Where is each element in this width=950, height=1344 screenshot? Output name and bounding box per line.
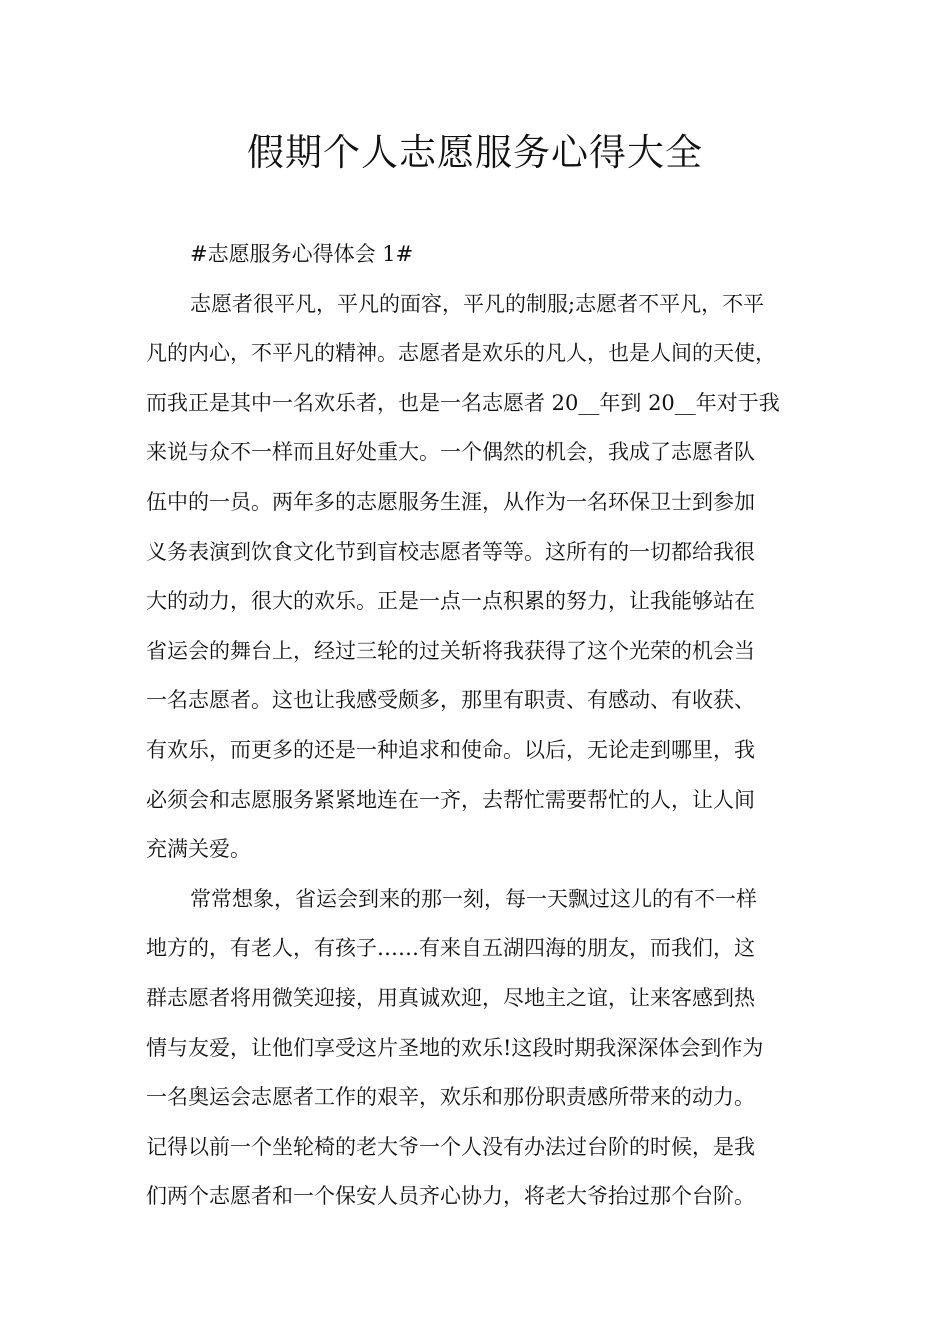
paragraph-line: 大的动力，很大的欢乐。正是一点一点积累的努力，让我能够站在 bbox=[146, 589, 755, 614]
paragraph-line: 省运会的舞台上，经过三轮的过关斩将我获得了这个光荣的机会当 bbox=[146, 638, 755, 663]
paragraph-line: 志愿者很平凡，平凡的面容，平凡的制服;志愿者不平凡，不平 bbox=[190, 291, 765, 316]
document-body bbox=[146, 230, 816, 1222]
paragraph-line: 一名奥运会志愿者工作的艰辛，欢乐和那份职责感所带来的动力。 bbox=[146, 1085, 755, 1110]
paragraph-1 bbox=[146, 280, 816, 875]
paragraph-line: 义务表演到饮食文化节到盲校志愿者等等。这所有的一切都给我很 bbox=[146, 539, 755, 564]
paragraph-line: 们两个志愿者和一个保安人员齐心协力，将老大爷抬过那个台阶。 bbox=[146, 1184, 755, 1209]
paragraph-line: 来说与众不一样而且好处重大。一个偶然的机会，我成了志愿者队 bbox=[146, 440, 755, 465]
paragraph-line: 而我正是其中一名欢乐者，也是一名志愿者 20__年到 20__年对于我 bbox=[146, 390, 780, 415]
paragraph-line: 情与友爱，让他们享受这片圣地的欢乐!这段时期我深深体会到作为 bbox=[146, 1035, 764, 1060]
paragraph-line: 地方的，有老人，有孩子……有来自五湖四海的朋友，而我们，这 bbox=[146, 936, 755, 961]
paragraph-line: 记得以前一个坐轮椅的老大爷一个人没有办法过台阶的时候，是我 bbox=[146, 1134, 755, 1159]
paragraph-line: 必须会和志愿服务紧紧地连在一齐，去帮忙需要帮忙的人，让人间 bbox=[146, 787, 755, 812]
paragraph-line: 有欢乐，而更多的还是一种追求和使命。以后，无论走到哪里，我 bbox=[146, 737, 755, 762]
paragraph-line: 群志愿者将用微笑迎接，用真诚欢迎，尽地主之谊，让来客感到热 bbox=[146, 985, 755, 1010]
section-heading: #志愿服务心得体会 1# bbox=[190, 242, 414, 266]
paragraph-line: 充满关爱。 bbox=[146, 837, 251, 862]
paragraph-line: 凡的内心，不平凡的精神。志愿者是欢乐的凡人，也是人间的天使， bbox=[146, 341, 776, 366]
paragraph-2 bbox=[146, 875, 816, 1222]
paragraph-line: 一名志愿者。这也让我感受颇多，那里有职责、有感动、有收获、 bbox=[146, 688, 755, 713]
paragraph-line: 常常想象，省运会到来的那一刻，每一天飘过这儿的有不一样 bbox=[190, 886, 757, 911]
document-title: 假期个人志愿服务心得大全 bbox=[247, 131, 703, 174]
paragraph-line: 伍中的一员。两年多的志愿服务生涯，从作为一名环保卫士到参加 bbox=[146, 489, 755, 514]
